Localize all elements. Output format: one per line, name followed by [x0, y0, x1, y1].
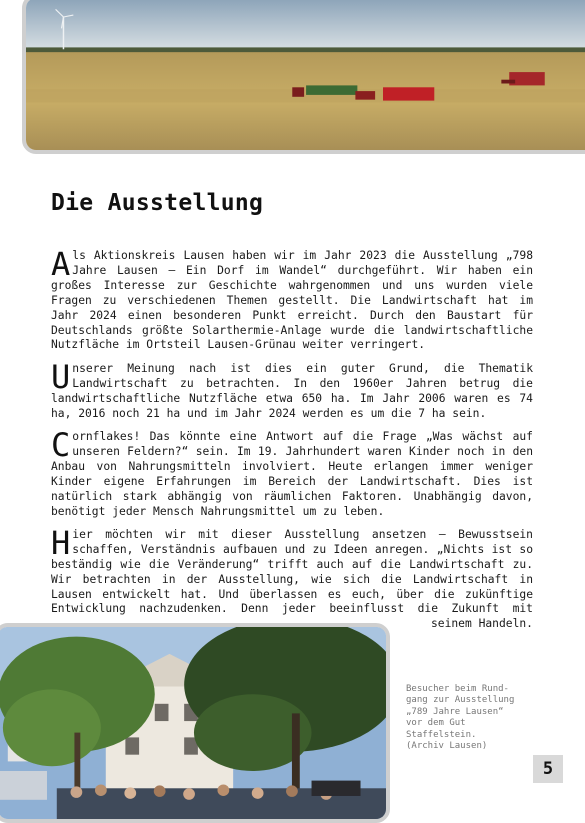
article-body: [51, 245, 533, 641]
dropcap: A: [51, 245, 71, 283]
paragraph-text: nserer Meinung nach ist dies ein guter Grund, die Thematik Landwirtschaft zu betrachten. In den 1960er Jahren betrug die landwirtschaftliche Nutzfläche etwa 650 ha. Im Jahr 2006 waren es 74 ha, 2016 noch 21 ha und im Jahr 2024 werden es um die 7 ha sein.: [51, 361, 533, 420]
paragraph-2: [51, 357, 533, 422]
dropcap: U: [51, 357, 71, 396]
harvest-field-photo: [22, 0, 585, 154]
dropcap: C: [51, 425, 71, 464]
paragraph-3: [51, 425, 533, 519]
paragraph-4: [51, 523, 533, 632]
dropcap: H: [51, 523, 71, 562]
paragraph-text: ornflakes! Das könnte eine Antwort auf die Frage „Was wächst auf unseren Feldern?“ sein. Im 19. Jahrhundert waren Kinder noch in den Anbau von Nahrungsmitteln involviert. Heute erlangen immer weniger Kinder eigene Erfahrungen im Bereich der Landwirtschaft. Dies ist natürlich stark abhängig von räumlichen Faktoren. Unabhängig davon, benötigt jeder Mensch Nahrungsmittel um zu leben.: [51, 429, 533, 518]
page-title: Die Ausstellung: [51, 190, 264, 216]
paragraph-text: ier möchten wir mit dieser Ausstellung ansetzen – Bewusstsein schaffen, Verständnis aufbauen und zu Ideen anregen. „Nichts ist so beständig wie die Veränderung“ trifft auch auf die Landwirtschaft zu. Wir betrachten in der Ausstellung, wie sich die Landwirtschaft in Lausen entwickelt hat. Und überlassen es euch, über die zukünftige Entwicklung nachzudenken. Denn jeder beeinflusst die Zukunft mit seinem Handeln.: [51, 527, 533, 631]
visitors-photo: [0, 623, 390, 823]
paragraph-1: [51, 245, 533, 353]
photo-caption: Besucher beim Rund- gang zur Ausstellung „789 Jahre Lausen“ vor dem Gut Staffelstein. (Archiv Lausen): [406, 684, 515, 752]
page-number: 5: [533, 755, 563, 783]
paragraph-text: ls Aktionskreis Lausen haben wir im Jahr 2023 die Ausstellung „798 Jahre Lausen – Ein Dorf im Wandel“ durchgeführt. Wir haben ein großes Interesse zur Geschichte wahrgenommen und uns wurden viele Fragen zu verschiedenen Themen gestellt. Die Landwirtschaft hat im Jahr 2024 einen besonderen Punkt erreicht. Durch den Baustart für Deutschlands größte Solarthermie-Anlage wurde die landwirtschaftliche Nutzfläche im Ortsteil Lausen-Grünau weiter verringert.: [51, 249, 533, 352]
